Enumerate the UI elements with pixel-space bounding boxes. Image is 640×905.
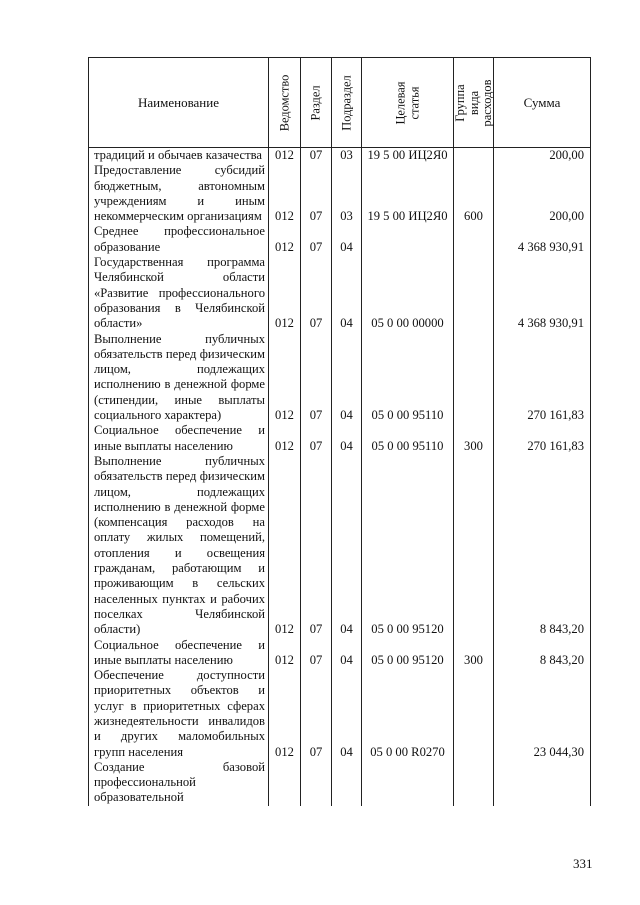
cell-raz: 07 [301, 163, 332, 224]
header-razdel: Раздел [301, 58, 332, 148]
cell-ved: 012 [269, 148, 301, 164]
table-row [89, 668, 591, 760]
table-row [89, 148, 591, 164]
cell-name: Выполнение публичных обязательств перед физическим лицом, подлежащих исполнению в денежной форме (стипендии, иные выплаты социального характера) [89, 332, 269, 424]
cell-grp [454, 224, 494, 255]
cell-ved: 012 [269, 668, 301, 760]
cell-raz [301, 760, 332, 806]
cell-name: Среднее профессиональное образование [89, 224, 269, 255]
cell-raz: 07 [301, 148, 332, 164]
cell-sum: 200,00 [494, 163, 591, 224]
header-vedomstvo: Ведомство [269, 58, 301, 148]
cell-raz: 07 [301, 668, 332, 760]
cell-name: Социальное обеспечение и иные выплаты населению [89, 638, 269, 669]
header-gruppa-vida-raskhodov: Группа вида расходов [454, 58, 494, 148]
cell-ved: 012 [269, 638, 301, 669]
table-header [89, 58, 591, 148]
cell-ved: 012 [269, 332, 301, 424]
table-row [89, 423, 591, 454]
cell-sum [494, 760, 591, 806]
cell-grp [454, 255, 494, 331]
table-row [89, 760, 591, 806]
cell-name: Предоставление субсидий бюджетным, автономным учреждениям и иным некоммерческим организациям [89, 163, 269, 224]
cell-ved: 012 [269, 454, 301, 638]
cell-grp: 300 [454, 423, 494, 454]
cell-cel: 05 0 00 95120 [362, 454, 454, 638]
table-row [89, 638, 591, 669]
table-body [89, 148, 591, 806]
cell-name: Создание базовой профессиональной образовательной [89, 760, 269, 806]
cell-name: Выполнение публичных обязательств перед физическим лицом, подлежащих исполнению в денежной форме (компенсация расходов на оплату жилых помещений, отопления и освещения гражданам, работающим и проживающим в сельских населенных пунктах и рабочих поселках Челябинской области) [89, 454, 269, 638]
cell-raz: 07 [301, 423, 332, 454]
cell-pod: 03 [332, 148, 362, 164]
cell-pod: 03 [332, 163, 362, 224]
cell-sum: 270 161,83 [494, 332, 591, 424]
cell-pod: 04 [332, 454, 362, 638]
cell-ved: 012 [269, 423, 301, 454]
header-summa: Сумма [494, 58, 591, 148]
cell-cel: 19 5 00 ИЦ2Я0 [362, 148, 454, 164]
cell-pod: 04 [332, 638, 362, 669]
cell-grp: 600 [454, 163, 494, 224]
cell-name: традиций и обычаев казачества [89, 148, 269, 164]
cell-sum: 270 161,83 [494, 423, 591, 454]
cell-name: Обеспечение доступности приоритетных объектов и услуг в приоритетных сферах жизнедеятельности инвалидов и других маломобильных групп населения [89, 668, 269, 760]
cell-grp [454, 332, 494, 424]
cell-ved: 012 [269, 224, 301, 255]
cell-raz: 07 [301, 332, 332, 424]
cell-grp [454, 148, 494, 164]
page-number: 331 [573, 856, 593, 871]
cell-grp: 300 [454, 638, 494, 669]
cell-sum: 23 044,30 [494, 668, 591, 760]
cell-pod: 04 [332, 332, 362, 424]
cell-cel [362, 760, 454, 806]
budget-table [88, 57, 591, 806]
cell-pod: 04 [332, 668, 362, 760]
cell-ved: 012 [269, 255, 301, 331]
cell-raz: 07 [301, 454, 332, 638]
header-podrazdel: Подраздел [332, 58, 362, 148]
cell-cel: 05 0 00 95120 [362, 638, 454, 669]
cell-ved: 012 [269, 163, 301, 224]
cell-cel [362, 224, 454, 255]
cell-raz: 07 [301, 638, 332, 669]
cell-sum: 4 368 930,91 [494, 255, 591, 331]
cell-name: Социальное обеспечение и иные выплаты населению [89, 423, 269, 454]
table-row [89, 224, 591, 255]
cell-cel: 19 5 00 ИЦ2Я0 [362, 163, 454, 224]
cell-raz: 07 [301, 255, 332, 331]
cell-pod [332, 760, 362, 806]
cell-raz: 07 [301, 224, 332, 255]
header-name: Наименование [89, 58, 269, 148]
cell-cel: 05 0 00 R0270 [362, 668, 454, 760]
cell-sum: 200,00 [494, 148, 591, 164]
cell-pod: 04 [332, 423, 362, 454]
cell-grp [454, 668, 494, 760]
cell-pod: 04 [332, 224, 362, 255]
cell-cel: 05 0 00 00000 [362, 255, 454, 331]
cell-sum: 4 368 930,91 [494, 224, 591, 255]
cell-cel: 05 0 00 95110 [362, 423, 454, 454]
cell-name: Государственная программа Челябинской области «Развитие профессионального образования в Челябинской области» [89, 255, 269, 331]
table-row [89, 332, 591, 424]
table-row [89, 454, 591, 638]
cell-grp [454, 454, 494, 638]
header-celevaya-statya: Целевая статья [362, 58, 454, 148]
cell-sum: 8 843,20 [494, 638, 591, 669]
cell-cel: 05 0 00 95110 [362, 332, 454, 424]
cell-ved [269, 760, 301, 806]
table-row [89, 255, 591, 331]
table-row [89, 163, 591, 224]
cell-grp [454, 760, 494, 806]
cell-pod: 04 [332, 255, 362, 331]
cell-sum: 8 843,20 [494, 454, 591, 638]
